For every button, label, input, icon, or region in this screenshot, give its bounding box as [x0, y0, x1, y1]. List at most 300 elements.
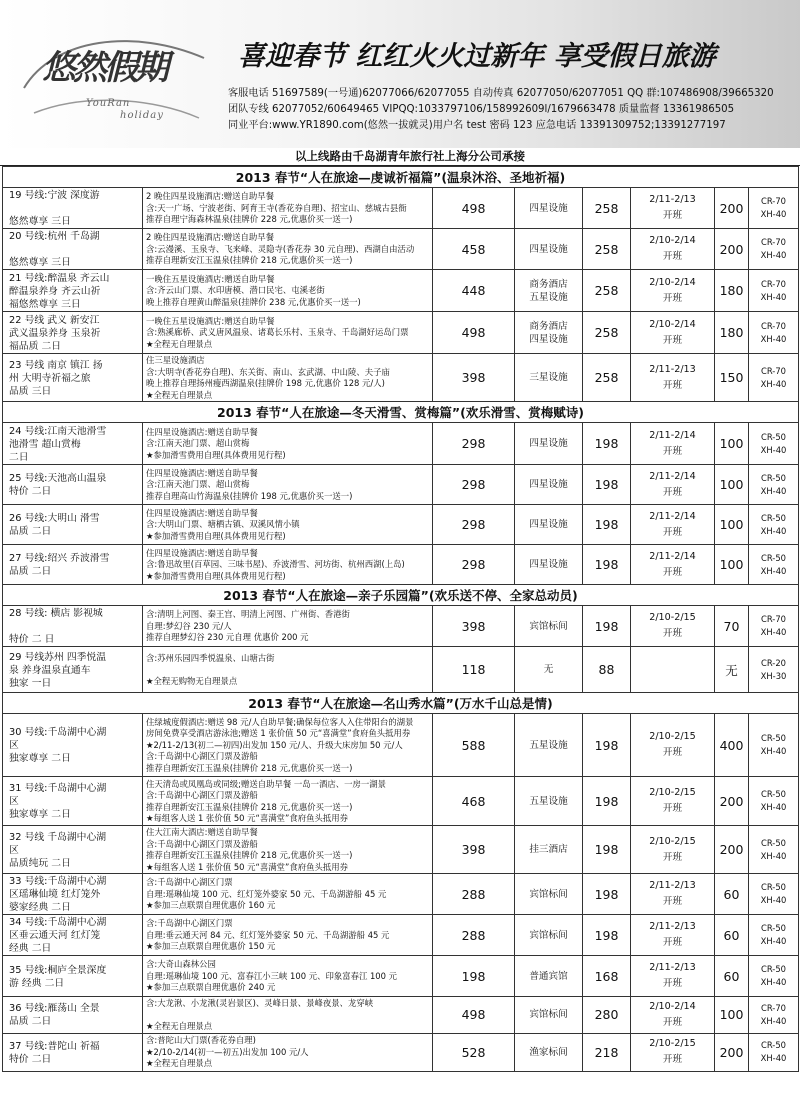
- itinerary-text: ★参加滑雪费用自理(具体费用见行程): [146, 449, 286, 460]
- line-name-text: 27 号线:绍兴 乔波滑雪: [9, 553, 110, 564]
- line-name-text: 21 号线:醉温泉 齐云山: [9, 272, 110, 284]
- tour-line-row: [3, 229, 799, 270]
- tour-line-row: [3, 312, 799, 354]
- child-price: 88: [583, 647, 631, 693]
- hotel-standard: [515, 606, 583, 647]
- child-price: 258: [583, 354, 631, 402]
- child-price: 198: [583, 915, 631, 956]
- date-text: 2/10-2/14: [649, 276, 696, 288]
- section-header: [3, 402, 799, 423]
- itinerary-text: 含:大龙湫、小龙湫(灵岩景区)、灵峰日景、景峰夜景、龙穿峡: [146, 998, 374, 1008]
- itinerary-text: 含:鲁迅故里(百草园、三味书屋)、乔波滑雪、河坊街、杭州西湖(上岛): [146, 559, 405, 570]
- line-name-cell: [3, 423, 143, 465]
- hotel-standard: [515, 956, 583, 997]
- hotel-text: 挂三酒店: [529, 844, 568, 855]
- commission-text: XH-40: [760, 936, 787, 946]
- itinerary-cell: [143, 1033, 433, 1071]
- header-banner: [0, 0, 800, 148]
- itinerary-text: 晚上推荐自理黄山醉温泉(挂牌价 238 元,优惠价买一送一): [146, 296, 361, 307]
- headline-slogan: 喜迎春节 红红火火过新年 享受假日旅游: [238, 41, 716, 72]
- line-name-cell: [3, 1033, 143, 1071]
- itinerary-cell: [143, 714, 433, 777]
- line-name-text: 武义温泉养身 玉泉祈: [9, 327, 101, 339]
- itinerary-text: 含:大奇山森林公园: [146, 959, 216, 970]
- agent-commission: [749, 997, 799, 1034]
- commission-text: CR-70: [760, 614, 786, 624]
- line-name-text: 品质 三日: [9, 385, 52, 397]
- hotel-text: 商务酒店: [529, 278, 568, 290]
- commission-text: XH-40: [760, 802, 787, 812]
- hotel-standard: [515, 465, 583, 505]
- line-name-text: 26 号线:大明山 滑雪: [9, 513, 100, 524]
- date-text: 2/10-2/14: [649, 235, 696, 246]
- brand-logo: [14, 18, 214, 133]
- brand-name-en-2: holiday: [120, 110, 164, 121]
- departure-dates: [631, 956, 715, 997]
- line-name-cell: [3, 647, 143, 693]
- departure-dates: [631, 354, 715, 402]
- date-text: 2/11-2/14: [649, 429, 696, 441]
- child-price: 258: [583, 188, 631, 229]
- itinerary-text: 自理:瑶琳仙境 100 元、富春江小三峡 100 元、印象富春江 100 元: [146, 970, 397, 981]
- line-name-text: 醉温泉养身 齐云山祈: [9, 285, 101, 297]
- commission-text: CR-70: [760, 320, 786, 331]
- itinerary-text: 推荐自理宁海森林温泉(挂牌价 228 元,优惠价买一送一): [146, 214, 353, 225]
- line-name-cell: [3, 270, 143, 312]
- line-name-text: 25 号线:天池高山温泉: [9, 473, 107, 484]
- section-header: [3, 167, 799, 188]
- tour-line-row: [3, 777, 799, 826]
- itinerary-text: 自理:垂云通天河 84 元、红灯笼外婆家 50 元、千岛湖游船 45 元: [146, 929, 390, 940]
- itinerary-cell: [143, 270, 433, 312]
- line-name-text: 独家尊享 二日: [9, 753, 71, 764]
- adult-price: 498: [433, 188, 515, 229]
- hotel-standard: [515, 354, 583, 402]
- commission-text: CR-50: [760, 431, 786, 442]
- departure-dates: [631, 997, 715, 1034]
- tour-line-row: [3, 714, 799, 777]
- line-name-text: 品质 二日: [9, 1016, 52, 1028]
- line-name-text: 区: [9, 796, 19, 807]
- agent-commission: [749, 423, 799, 465]
- child-price: 168: [583, 956, 631, 997]
- adult-price: 198: [433, 956, 515, 997]
- date-text: 开班: [662, 210, 683, 221]
- single-supplement: 200: [715, 188, 749, 229]
- agent-commission: [749, 777, 799, 826]
- line-name-cell: [3, 915, 143, 956]
- commission-text: XH-40: [760, 895, 787, 905]
- date-text: 2/11-2/13: [649, 962, 696, 973]
- single-supplement: 100: [715, 505, 749, 545]
- line-name-cell: [3, 997, 143, 1034]
- itinerary-text: 含:千岛湖中心湖区门票及游船: [146, 751, 258, 762]
- commission-text: CR-50: [760, 733, 786, 743]
- line-name-cell: [3, 714, 143, 777]
- itinerary-text: 推荐自理高山竹海温泉(挂牌价 198 元,优惠价买一送一): [146, 490, 353, 501]
- tour-lines-table: [2, 166, 799, 1072]
- section-header: [3, 693, 799, 714]
- single-supplement: 100: [715, 465, 749, 505]
- hotel-standard: [515, 647, 583, 693]
- itinerary-text: 含:苏州乐园四季悦温泉、山塘古街: [146, 652, 275, 663]
- date-text: 开班: [662, 747, 683, 758]
- agent-commission: [749, 714, 799, 777]
- hotel-text: 商务酒店: [529, 320, 568, 332]
- line-name-text: 28 号线: 横店 影视城: [9, 608, 103, 619]
- itinerary-text: ★参加滑雪费用自理(具体费用见行程): [146, 530, 286, 541]
- itinerary-text: 住四星设施酒店:赠送自助早餐: [146, 467, 258, 478]
- hotel-text: 四星设施: [529, 519, 568, 530]
- commission-text: XH-30: [760, 670, 787, 681]
- date-text: 2/11-2/14: [649, 550, 696, 562]
- single-supplement: 180: [715, 270, 749, 312]
- single-supplement: 60: [715, 956, 749, 997]
- single-supplement: 150: [715, 354, 749, 402]
- itinerary-cell: [143, 874, 433, 915]
- departure-dates: [631, 915, 715, 956]
- tour-line-row: [3, 915, 799, 956]
- itinerary-text: ★全程无自理景点: [146, 1021, 213, 1031]
- child-price: 198: [583, 777, 631, 826]
- single-supplement: 200: [715, 826, 749, 874]
- commission-text: XH-40: [760, 291, 787, 302]
- tour-line-row: [3, 270, 799, 312]
- itinerary-cell: [143, 188, 433, 229]
- agent-commission: [749, 188, 799, 229]
- itinerary-text: [146, 1010, 430, 1022]
- hotel-text: 五星设施: [529, 291, 568, 303]
- itinerary-text: 含:云漫溪、玉泉寺、飞来峰、灵隐寺(香花券 30 元自理)、西湖自由活动: [146, 243, 415, 254]
- itinerary-text: 2 晚住四星设施酒店:赠送自助早餐: [146, 191, 275, 202]
- itinerary-text: 含:大明山门票、塘栖古镇、双溪风情小镇: [146, 519, 300, 530]
- child-price: 198: [583, 545, 631, 585]
- tour-line-row: [3, 997, 799, 1034]
- date-text: 2/11-2/13: [649, 880, 696, 891]
- date-text: 开班: [662, 851, 683, 863]
- tour-line-row: [3, 1033, 799, 1071]
- itinerary-text: 含:千岛湖中心湖区门票: [146, 918, 233, 929]
- itinerary-cell: [143, 956, 433, 997]
- line-name-cell: [3, 874, 143, 915]
- line-name-cell: [3, 188, 143, 229]
- commission-text: CR-50: [760, 923, 786, 933]
- line-name-text: 31 号线:千岛湖中心湖: [9, 783, 107, 794]
- line-name-text: 24 号线:江南天池滑雪: [9, 425, 107, 437]
- hotel-standard: [515, 997, 583, 1034]
- departure-dates: [631, 545, 715, 585]
- adult-price: 398: [433, 826, 515, 874]
- date-text: 开班: [662, 251, 683, 262]
- line-name-text: 23 号线 南京 镇江 扬: [9, 359, 103, 371]
- itinerary-text: 晚上推荐自理扬州瘦西湖温泉(挂牌价 198 元,优惠价 128 元/人): [146, 378, 385, 388]
- single-supplement: 200: [715, 1033, 749, 1071]
- adult-price: 498: [433, 997, 515, 1034]
- date-text: 开班: [662, 896, 683, 907]
- agent-commission: [749, 465, 799, 505]
- departure-dates: [631, 826, 715, 874]
- itinerary-text: 含:熟溪廊桥、武义唐风温泉、诸葛长乐村、玉泉寺、千岛湖好运岛门票: [146, 327, 409, 338]
- hotel-text: 五星设施: [529, 795, 568, 807]
- line-name-cell: [3, 312, 143, 354]
- itinerary-cell: [143, 826, 433, 874]
- section-title: 2013 春节“人在旅途—冬天滑雪、赏梅篇”(欢乐滑雪、赏梅赋诗): [3, 402, 799, 423]
- commission-text: XH-40: [760, 565, 787, 576]
- child-price: 280: [583, 997, 631, 1034]
- hotel-text: 普通宾馆: [529, 970, 568, 982]
- hotel-text: 宾馆标间: [529, 929, 568, 941]
- line-name-text: 经典 二日: [9, 943, 52, 954]
- itinerary-text: 住三星设施酒店: [146, 355, 205, 365]
- line-name-cell: [3, 826, 143, 874]
- itinerary-text: 含:千岛湖中心湖区门票及游船: [146, 838, 258, 849]
- itinerary-cell: [143, 505, 433, 545]
- hotel-text: 四星设施: [529, 202, 568, 214]
- adult-price: 298: [433, 423, 515, 465]
- departure-dates: [631, 423, 715, 465]
- agent-commission: [749, 956, 799, 997]
- itinerary-text: 推荐自理梦幻谷 230 元自理 优惠价 200 元: [146, 632, 309, 643]
- hotel-standard: [515, 874, 583, 915]
- hotel-text: 四星设施: [529, 333, 568, 345]
- commission-text: CR-50: [760, 512, 786, 523]
- itinerary-text: ★全程无自理景点: [146, 389, 213, 400]
- date-text: 开班: [662, 803, 683, 814]
- date-text: 2/11-2/14: [649, 470, 696, 482]
- contact-line: 客服电话 51697589(一号通)62077066/62077055 自动传真 62077050/62077051 QQ 群:107486908/39665320: [228, 88, 774, 99]
- commission-text: CR-20: [760, 657, 786, 668]
- line-name-text: 游 经典 二日: [9, 977, 65, 989]
- hotel-standard: [515, 545, 583, 585]
- hotel-text: 渔家标间: [529, 1046, 568, 1058]
- itinerary-text: 推荐自理新安江玉温泉(挂牌价 218 元,优惠价买一送一): [146, 255, 353, 266]
- tour-line-row: [3, 354, 799, 402]
- line-name-text: 32 号线 千岛湖中心湖: [9, 831, 107, 843]
- adult-price: 398: [433, 354, 515, 402]
- contact-line: 团队专线 62077052/60649465 VIPQQ:1033797106/158992609l/1679663478 质量监督 13361986505: [228, 104, 735, 115]
- commission-text: XH-40: [760, 333, 787, 344]
- line-name-text: 独家 一日: [9, 677, 52, 689]
- date-text: 开班: [662, 1016, 683, 1028]
- child-price: 218: [583, 1033, 631, 1071]
- tour-line-row: [3, 874, 799, 915]
- date-text: 2/10-2/15: [649, 835, 696, 847]
- section-header: [3, 585, 799, 606]
- adult-price: 118: [433, 647, 515, 693]
- section-title: 2013 春节“人在旅途—亲子乐园篇”(欢乐送不停、全家总动员): [3, 585, 799, 606]
- tour-line-row: [3, 465, 799, 505]
- date-text: 开班: [662, 1054, 683, 1065]
- line-name-text: 池滑雪 超山赏梅: [9, 438, 81, 450]
- single-supplement: 无: [715, 647, 749, 693]
- date-text: 开班: [662, 526, 683, 538]
- itinerary-text: ★参加三点联票自理优惠价 160 元: [146, 900, 276, 911]
- line-name-text: 30 号线:千岛湖中心湖: [9, 727, 107, 738]
- line-name-text: 福悠然尊享 三日: [9, 298, 81, 310]
- line-name-text: 22 号线 武义 新安江: [9, 314, 100, 326]
- itinerary-text: ★每组客人送 1 张价值 50 元“喜满堂”食府鱼头抵用券: [146, 861, 348, 872]
- line-name-text: 34 号线:千岛湖中心湖: [9, 917, 107, 928]
- date-text: 2/10-2/14: [649, 1000, 696, 1012]
- child-price: 198: [583, 874, 631, 915]
- itinerary-text: 住天清岛或凤凰岛或同级;赠送自助早餐 一岛一酒店、一房一湖景: [146, 778, 386, 789]
- line-name-cell: [3, 229, 143, 270]
- itinerary-cell: [143, 777, 433, 826]
- commission-text: XH-40: [760, 209, 787, 219]
- single-supplement: 180: [715, 312, 749, 354]
- section-title: 2013 春节“人在旅途—名山秀水篇”(万水千山总是情): [3, 693, 799, 714]
- itinerary-text: 住四星设施酒店:赠送自助早餐: [146, 547, 258, 558]
- agent-commission: [749, 874, 799, 915]
- itinerary-text: 住四星设施酒店:赠送自助早餐: [146, 507, 258, 518]
- commission-text: CR-50: [760, 789, 786, 799]
- hotel-text: 宾馆标间: [529, 1009, 568, 1021]
- date-text: 开班: [662, 566, 683, 578]
- single-supplement: 100: [715, 997, 749, 1034]
- hotel-standard: [515, 188, 583, 229]
- tour-line-row: [3, 606, 799, 647]
- date-text: 开班: [662, 978, 683, 989]
- itinerary-text: 含:齐云山门票、水印唐模、潜口民宅、屯溪老街: [146, 285, 325, 296]
- tour-line-row: [3, 505, 799, 545]
- adult-price: 498: [433, 312, 515, 354]
- itinerary-text: 房间免费享受酒店游泳池;赠送 1 张价值 50 元“喜满堂”食府鱼头抵用券: [146, 728, 411, 739]
- contact-info: [228, 86, 774, 134]
- line-name-text: 29 号线苏州 四季悦温: [9, 651, 107, 663]
- agent-commission: [749, 229, 799, 270]
- departure-dates: [631, 606, 715, 647]
- itinerary-text: 含:江南天池门票、超山赏梅: [146, 438, 250, 449]
- itinerary-cell: [143, 545, 433, 585]
- line-name-cell: [3, 465, 143, 505]
- adult-price: 298: [433, 465, 515, 505]
- agent-commission: [749, 505, 799, 545]
- hotel-standard: [515, 714, 583, 777]
- line-name-text: 独家尊享 二日: [9, 809, 71, 820]
- line-name-text: 品质 二日: [9, 526, 52, 537]
- hotel-standard: [515, 505, 583, 545]
- date-text: [631, 670, 714, 686]
- commission-text: CR-50: [760, 552, 786, 563]
- date-text: 2/11-2/14: [649, 510, 696, 522]
- departure-dates: [631, 647, 715, 693]
- hotel-text: 四星设施: [529, 479, 568, 490]
- departure-dates: [631, 312, 715, 354]
- commission-text: CR-70: [760, 1002, 786, 1013]
- hotel-text: 五星设施: [529, 739, 568, 751]
- child-price: 258: [583, 270, 631, 312]
- commission-text: XH-40: [760, 250, 787, 260]
- itinerary-cell: [143, 229, 433, 270]
- line-name-text: 37 号线:普陀山 祈福: [9, 1040, 100, 1052]
- itinerary-cell: [143, 997, 433, 1034]
- itinerary-text: 住绿城度假酒店:赠送 98 元/人自助早餐;确保每位客人入住带阳台的湖景: [146, 716, 414, 727]
- date-text: 开班: [662, 486, 683, 498]
- line-name-text: 区瑶琳仙境 红灯笼外: [9, 889, 101, 900]
- date-text: 开班: [662, 628, 683, 639]
- date-text: 2/10-2/14: [649, 318, 696, 330]
- line-name-text: 区垂云通天河 红灯笼: [9, 930, 101, 941]
- date-text: 开班: [662, 379, 683, 391]
- itinerary-cell: [143, 606, 433, 647]
- itinerary-cell: [143, 647, 433, 693]
- departure-dates: [631, 465, 715, 505]
- agent-commission: [749, 354, 799, 402]
- agent-commission: [749, 545, 799, 585]
- commission-text: XH-40: [760, 977, 787, 987]
- line-name-cell: [3, 956, 143, 997]
- hotel-text: 四星设施: [529, 438, 568, 449]
- child-price: 198: [583, 826, 631, 874]
- child-price: 198: [583, 714, 631, 777]
- line-name-text: [9, 202, 138, 215]
- departure-dates: [631, 777, 715, 826]
- hotel-standard: [515, 826, 583, 874]
- departure-dates: [631, 505, 715, 545]
- itinerary-text: 住四星设施酒店:赠送自助早餐: [146, 426, 258, 437]
- itinerary-text: ★全程无购物无自理景点: [146, 675, 238, 686]
- tour-line-row: [3, 545, 799, 585]
- itinerary-cell: [143, 312, 433, 354]
- line-name-cell: [3, 505, 143, 545]
- hotel-standard: [515, 915, 583, 956]
- itinerary-text: 推荐自理新安江玉温泉(挂牌价 218 元,优惠价买一送一): [146, 850, 353, 860]
- itinerary-text: 含:千岛湖中心湖区门票及游船: [146, 790, 258, 800]
- brand-name-en-1: YouRan: [86, 98, 131, 109]
- itinerary-text: 含:天一广场、宁波老街、阿育王寺(香花券自理)、招宝山、慈城古县衙: [146, 202, 407, 213]
- departure-dates: [631, 1033, 715, 1071]
- hotel-text: 三星设施: [529, 372, 568, 383]
- tour-line-row: [3, 956, 799, 997]
- line-name-text: 特价 二 日: [9, 634, 55, 645]
- commission-text: CR-50: [760, 472, 786, 483]
- itinerary-text: 2 晚住四星设施酒店:赠送自助早餐: [146, 232, 275, 243]
- itinerary-text: ★每组客人送 1 张价值 50 元“喜满堂”食府鱼头抵用券: [146, 813, 348, 823]
- adult-price: 458: [433, 229, 515, 270]
- agent-commission: [749, 1033, 799, 1071]
- commission-text: XH-40: [760, 1053, 787, 1063]
- line-name-text: 20 号线:杭州 千岛湖: [9, 231, 100, 242]
- child-price: 258: [583, 229, 631, 270]
- commission-text: CR-70: [760, 237, 786, 247]
- line-name-text: [9, 243, 138, 256]
- itinerary-text: 含:江南天池门票、超山赏梅: [146, 479, 250, 490]
- adult-price: 588: [433, 714, 515, 777]
- line-name-text: 悠然尊享 三日: [9, 216, 71, 227]
- commission-text: CR-70: [760, 278, 786, 289]
- tour-line-row: [3, 423, 799, 465]
- hotel-standard: [515, 229, 583, 270]
- hotel-text: 宾馆标间: [529, 620, 568, 632]
- line-name-text: 品质纯玩 二日: [9, 857, 71, 869]
- departure-dates: [631, 874, 715, 915]
- line-name-text: [9, 620, 138, 633]
- line-name-text: 福品质 二日: [9, 340, 62, 352]
- line-name-text: 婆家经典 二日: [9, 902, 71, 913]
- departure-dates: [631, 188, 715, 229]
- line-name-text: 36 号线:雁荡山 全景: [9, 1003, 100, 1015]
- line-name-text: 33 号线:千岛湖中心湖: [9, 876, 107, 887]
- hotel-text: 无: [543, 664, 554, 675]
- departure-dates: [631, 229, 715, 270]
- child-price: 198: [583, 465, 631, 505]
- contact-line: 同业平台:www.YR1890.com(悠然一拔就灵)用户名 test 密码 123 应急电话 13391309752;13391277197: [228, 120, 726, 131]
- line-name-text: 州 大明寺祈福之旅: [9, 372, 91, 384]
- commission-text: XH-40: [760, 444, 787, 455]
- section-title: 2013 春节“人在旅途—虔诚祈福篇”(温泉沐浴、圣地祈福): [3, 167, 799, 188]
- date-text: 2/11-2/13: [649, 921, 696, 932]
- date-text: 开班: [662, 937, 683, 948]
